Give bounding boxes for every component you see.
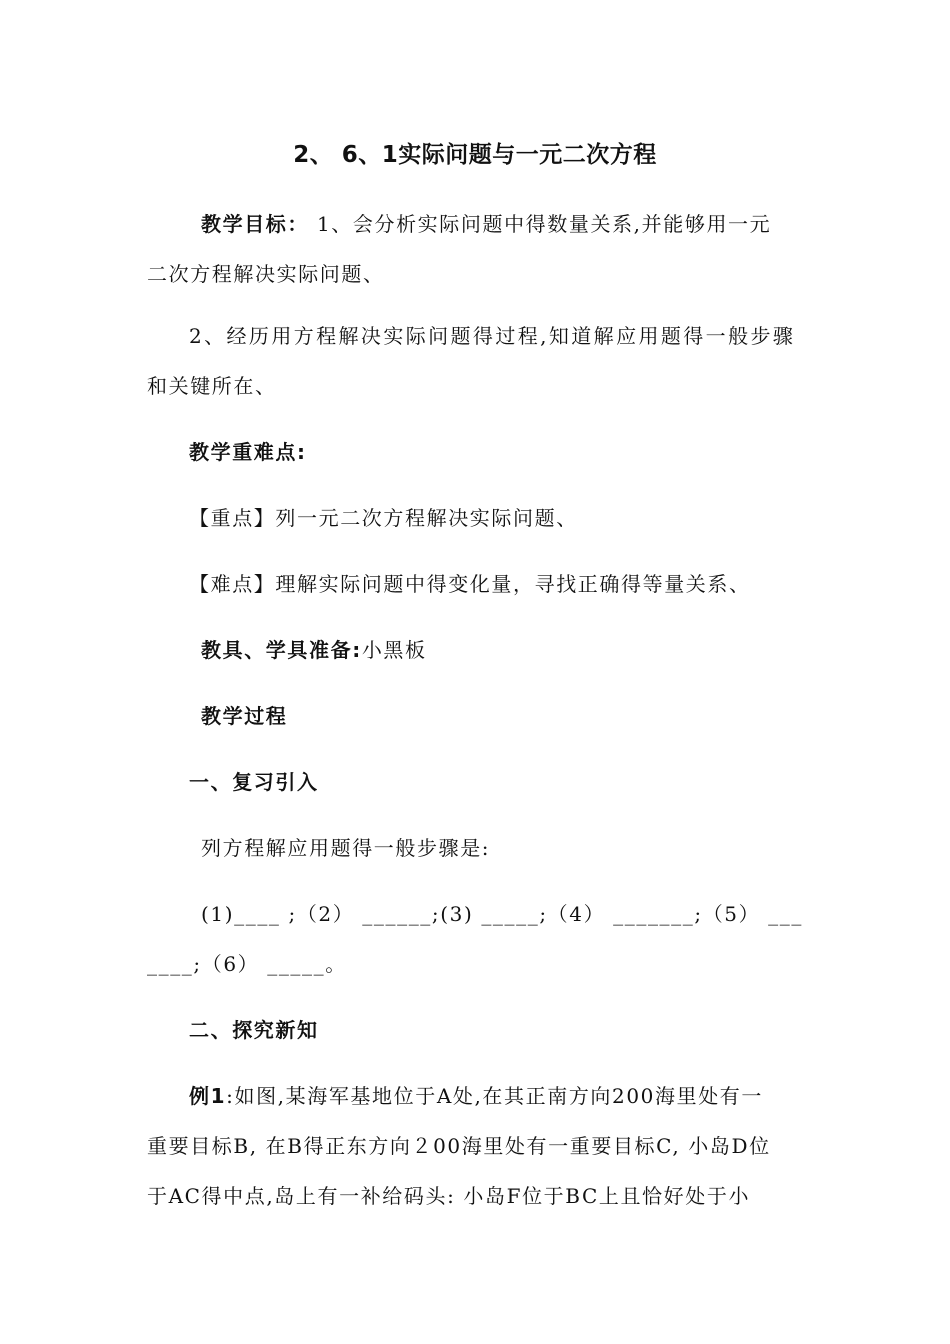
difficulties-heading: 教学重难点: xyxy=(189,440,307,464)
example-1-label: 例1 xyxy=(189,1084,227,1108)
tools-label: 教具、学具准备: xyxy=(201,638,362,662)
example-1-text: :如图,某海军基地位于A处,在其正南方向200海里处有一 xyxy=(226,1084,763,1108)
steps-blanks-line-2: ____;（6） _____。 xyxy=(147,952,347,976)
steps-intro: 列方程解应用题得一般步骤是: xyxy=(201,836,491,860)
hard-point: 【难点】理解实际问题中得变化量，寻找正确得等量关系、 xyxy=(189,572,751,596)
example-1-line-2: 重要目标B, 在B得正东方向２00海里处有一重要目标C, 小岛D位 xyxy=(147,1134,771,1158)
process-heading: 教学过程 xyxy=(201,704,288,728)
steps-blanks-line-1: (1)____ ;（2） ______;(3) _____;（4） _______;（5） ___ xyxy=(201,902,803,926)
tools-line xyxy=(201,634,427,663)
key-point: 【重点】列一元二次方程解决实际问题、 xyxy=(189,506,578,530)
section-2-heading: 二、探究新知 xyxy=(189,1018,319,1042)
section-1-heading: 一、复习引入 xyxy=(189,770,319,794)
objectives-line-2: 二次方程解决实际问题、 xyxy=(147,262,385,286)
example-1-line-1 xyxy=(189,1080,763,1109)
tools-value: 小黑板 xyxy=(361,638,427,662)
objectives-item-2: 2、经历用方程解决实际问题得过程,知道解应用题得一般步骤 xyxy=(189,324,796,348)
objectives-item-1-text: 1、会分析实际问题中得数量关系,并能够用一元 xyxy=(309,212,772,236)
objectives-label: 教学目标： xyxy=(201,212,309,236)
page-title: 2、 6、1实际问题与一元二次方程 xyxy=(293,142,657,168)
example-1-line-3: 于AC得中点,岛上有一补给码头: 小岛F位于BC上且恰好处于小 xyxy=(147,1184,751,1208)
objectives-item-2-cont: 和关键所在、 xyxy=(147,374,277,398)
objectives-line-1 xyxy=(201,208,771,237)
